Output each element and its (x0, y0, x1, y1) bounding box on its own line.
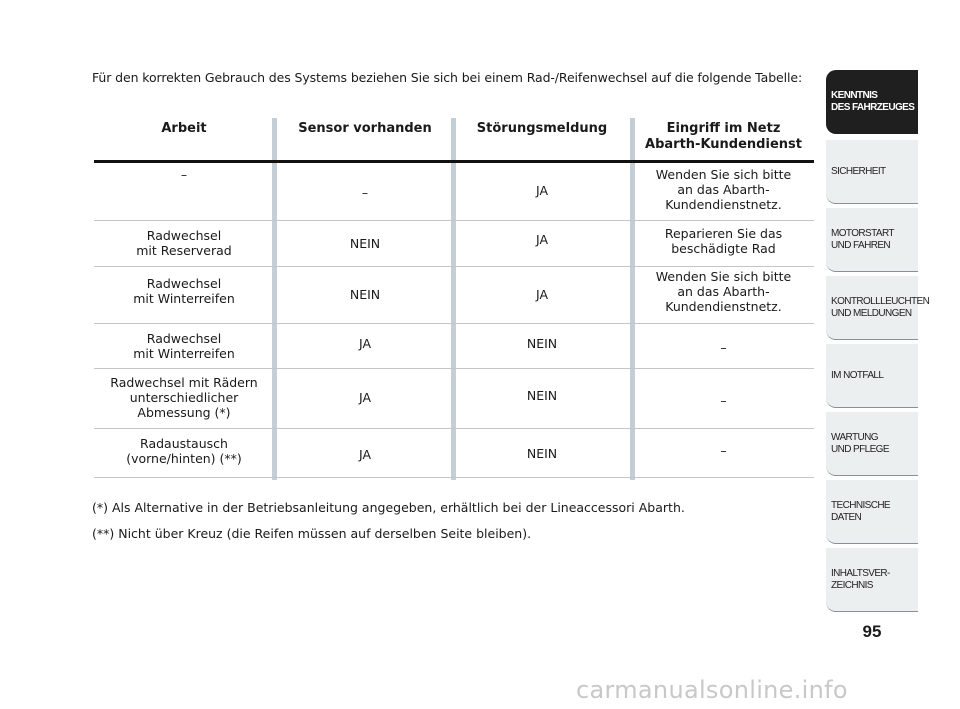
tab-wartung-und-pflege[interactable]: WARTUNG UND PFLEGE (826, 412, 918, 476)
cell-eingriff: Wenden Sie sich bitte an das Abarth- Kundendienstnetz. (655, 269, 792, 314)
cell-stoerung: NEIN (526, 388, 558, 403)
header-sensor: Sensor vorhanden (298, 121, 432, 136)
cell-sensor: JA (358, 390, 372, 405)
tab-motorstart-und-fahren[interactable]: MOTORSTART UND FAHREN (826, 208, 918, 272)
cell-sensor: JA (358, 336, 372, 351)
table-row (94, 324, 814, 369)
watermark-text: carmanualsonline.info (576, 676, 848, 704)
header-eingriff: Eingriff im Netz Abarth-Kundendienst (645, 121, 802, 152)
footnote-2: (**) Nicht über Kreuz (die Reifen müssen auf derselben Seite bleiben). (92, 526, 532, 541)
cell-arbeit: Radaustausch (vorne/hinten) (**) (126, 436, 242, 466)
cell-sensor: JA (358, 447, 372, 462)
tab-kenntnis-des-fahrzeuges[interactable]: KENNTNIS DES FAHRZEUGES (826, 70, 918, 134)
table-header (94, 118, 814, 163)
page-number: 95 (862, 622, 882, 641)
table-row (94, 369, 814, 429)
table-row (94, 267, 814, 324)
header-arbeit: Arbeit (161, 121, 207, 136)
cell-arbeit: Radwechsel mit Winterreifen (133, 331, 235, 361)
cell-sensor: – (361, 185, 369, 200)
cell-stoerung: NEIN (526, 336, 558, 351)
cell-stoerung: JA (535, 287, 549, 302)
header-stoerung: Störungsmeldung (476, 121, 608, 136)
cell-stoerung: JA (535, 232, 549, 247)
cell-stoerung: NEIN (526, 446, 558, 461)
cell-arbeit: – (180, 167, 188, 182)
cell-eingriff: – (720, 443, 727, 458)
table-row (94, 221, 814, 267)
cell-sensor: NEIN (349, 287, 381, 302)
cell-arbeit: Radwechsel mit Winterreifen (133, 276, 235, 306)
table-row (94, 429, 814, 478)
tab-inhaltsverzeichnis[interactable]: INHALTSVER- ZEICHNIS (826, 548, 918, 612)
cell-eingriff: Wenden Sie sich bitte an das Abarth- Kundendienstnetz. (655, 167, 792, 212)
cell-eingriff: Reparieren Sie das beschädigte Rad (664, 226, 783, 256)
tab-kontrollleuchten[interactable]: KONTROLLLEUCHTEN UND MELDUNGEN (826, 276, 918, 340)
cell-stoerung: JA (535, 183, 549, 198)
cell-sensor: NEIN (349, 236, 381, 251)
cell-arbeit: Radwechsel mit Reserverad (136, 228, 232, 258)
cell-arbeit: Radwechsel mit Rädern unterschiedlicher Abmessung (*) (110, 375, 258, 420)
tab-sicherheit[interactable]: SICHERHEIT (826, 140, 918, 204)
footnote-1: (*) Als Alternative in der Betriebsanleitung angegeben, erhältlich bei der Lineaccessori Abarth. (92, 500, 685, 515)
cell-eingriff: – (720, 340, 727, 355)
tab-im-notfall[interactable]: IM NOTFALL (826, 344, 918, 408)
table-row (94, 163, 814, 221)
cell-eingriff: – (720, 393, 727, 408)
tab-technische-daten[interactable]: TECHNISCHE DATEN (826, 480, 918, 544)
intro-text: Für den korrekten Gebrauch des Systems beziehen Sie sich bei einem Rad-/Reifenwechsel auf die folgende Tabelle: (92, 70, 803, 85)
